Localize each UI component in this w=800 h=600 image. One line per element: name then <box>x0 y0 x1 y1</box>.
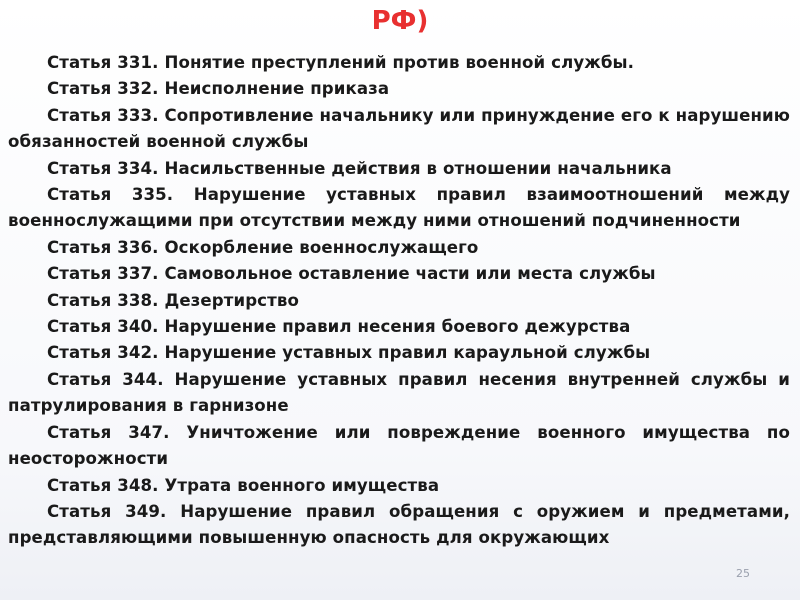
article-item: Статья 331. Понятие преступлений против военной службы. <box>47 53 635 72</box>
article-item: Статья 336. Оскорбление военнослужащего <box>47 237 479 257</box>
article-item: Статья 337. Самовольное оставление части или места службы <box>47 264 656 284</box>
article-item: Статья 333. Сопротивление начальнику или принуждение его к нарушению обязанностей военной службы <box>8 105 790 152</box>
article-item: Статья 335. Нарушение уставных правил взаимоотношений между военнослужащими при отсутствии между ними отношений подчиненности <box>8 185 790 231</box>
article-list <box>8 50 790 552</box>
article-item: Статья 344. Нарушение уставных правил несения внутренней службы и патрулирования в гарнизоне <box>8 369 790 416</box>
article-item: Статья 332. Неисполнение приказа <box>47 79 390 99</box>
article-item: Статья 334. Насильственные действия в отношении начальника <box>47 158 672 178</box>
article-item: Статья 338. Дезертирство <box>47 290 299 310</box>
article-item: Статья 348. Утрата военного имущества <box>47 475 440 495</box>
slide-heading: РФ) <box>371 6 429 36</box>
article-item: Статья 349. Нарушение правил обращения с оружием и предметами, представляющими повышенную опасность для окружающих <box>8 501 790 548</box>
article-item: Статья 347. Уничтожение или повреждение военного имущества по неосторожности <box>8 422 790 469</box>
article-item: Статья 340. Нарушение правил несения боевого дежурства <box>47 317 631 337</box>
article-item: Статья 342. Нарушение уставных правил караульной службы <box>47 343 651 363</box>
slide-number: 25 <box>736 567 750 580</box>
